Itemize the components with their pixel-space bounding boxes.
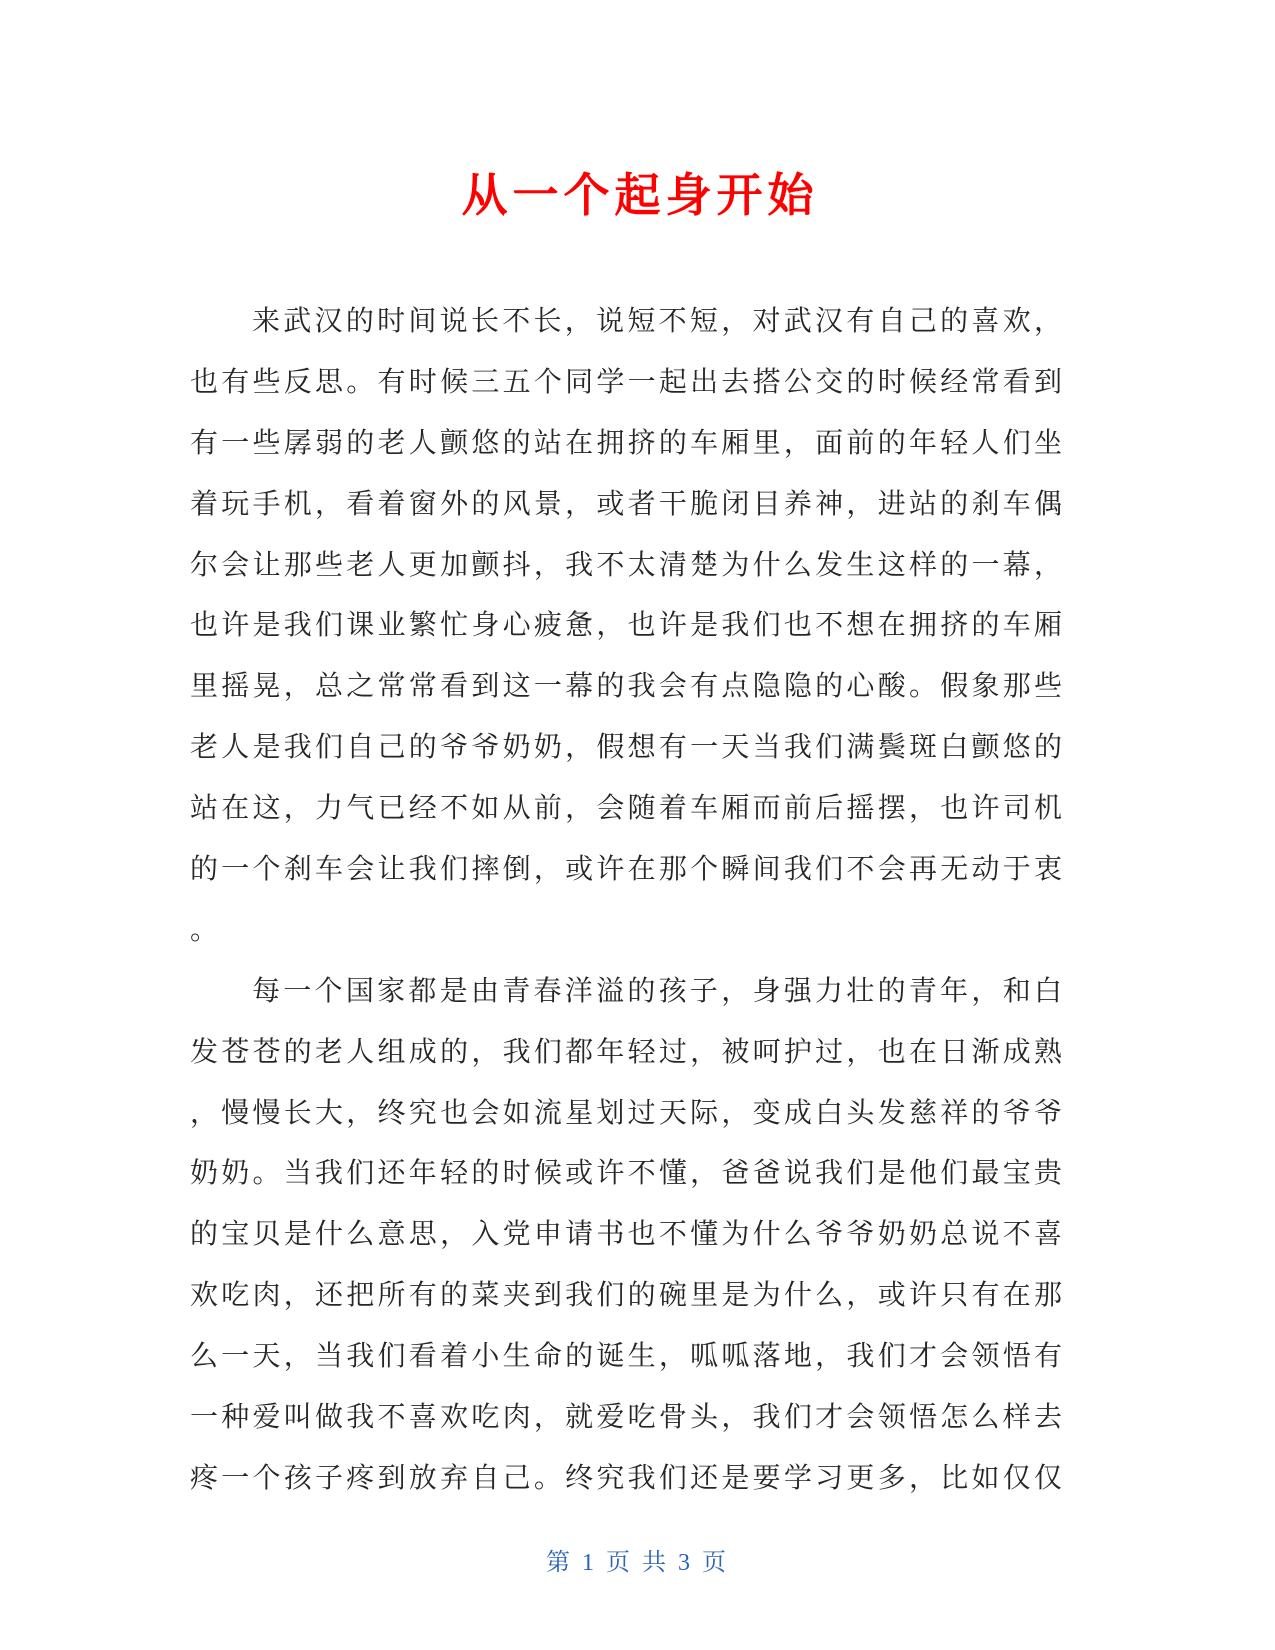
text-line: 尔会让那些老人更加颤抖，我不太清楚为什么发生这样的一幕， [190,547,1062,581]
text-line: 欢吃肉，还把所有的菜夹到我们的碗里是为什么，或许只有在那 [190,1278,1062,1312]
text-line: 也有些反思。有时候三五个同学一起出去搭公交的时候经常看到 [190,364,1062,398]
text-line: 。 [190,912,219,946]
document-body [190,291,1062,1509]
text-line: 有一些孱弱的老人颤悠的站在拥挤的车厢里，面前的年轻人们坐 [190,425,1062,459]
text-line: 站在这，力气已经不如从前，会随着车厢而前后摇摆，也许司机 [190,791,1062,825]
text-line: 发苍苍的老人组成的，我们都年轻过，被呵护过，也在日渐成熟 [190,1034,1062,1068]
paragraph [190,961,1062,1509]
text-line: 着玩手机，看着窗外的风景，或者干脆闭目养神，进站的刹车偶 [190,486,1062,520]
text-line: 老人是我们自己的爷爷奶奶，假想有一天当我们满鬓斑白颤悠的 [190,730,1062,764]
document-title: 从一个起身开始 [461,168,819,222]
paragraph [190,291,1062,961]
text-line: 奶奶。当我们还年轻的时候或许不懂，爸爸说我们是他们最宝贵 [190,1156,1062,1190]
text-line: 也许是我们课业繁忙身心疲惫，也许是我们也不想在拥挤的车厢 [190,608,1062,642]
page-footer: 第 1 页 共 3 页 [546,1550,729,1576]
text-line: 的一个刹车会让我们摔倒，或许在那个瞬间我们不会再无动于衷 [190,852,1062,886]
text-line: 来武汉的时间说长不长，说短不短，对武汉有自己的喜欢， [252,304,1062,337]
text-line: 疼一个孩子疼到放弃自己。终究我们还是要学习更多，比如仅仅 [190,1460,1062,1494]
text-line: 一种爱叫做我不喜欢吃肉，就爱吃骨头，我们才会领悟怎么样去 [190,1400,1062,1434]
text-line: ，慢慢长大，终究也会如流星划过天际，变成白头发慈祥的爷爷 [190,1095,1062,1129]
text-line: 的宝贝是什么意思，入党申请书也不懂为什么爷爷奶奶总说不喜 [190,1217,1062,1251]
text-line: 里摇晃，总之常常看到这一幕的我会有点隐隐的心酸。假象那些 [190,669,1062,703]
text-line: 么一天，当我们看着小生命的诞生，呱呱落地，我们才会领悟有 [190,1339,1062,1373]
text-line: 每一个国家都是由青春洋溢的孩子，身强力壮的青年，和白 [252,973,1062,1007]
